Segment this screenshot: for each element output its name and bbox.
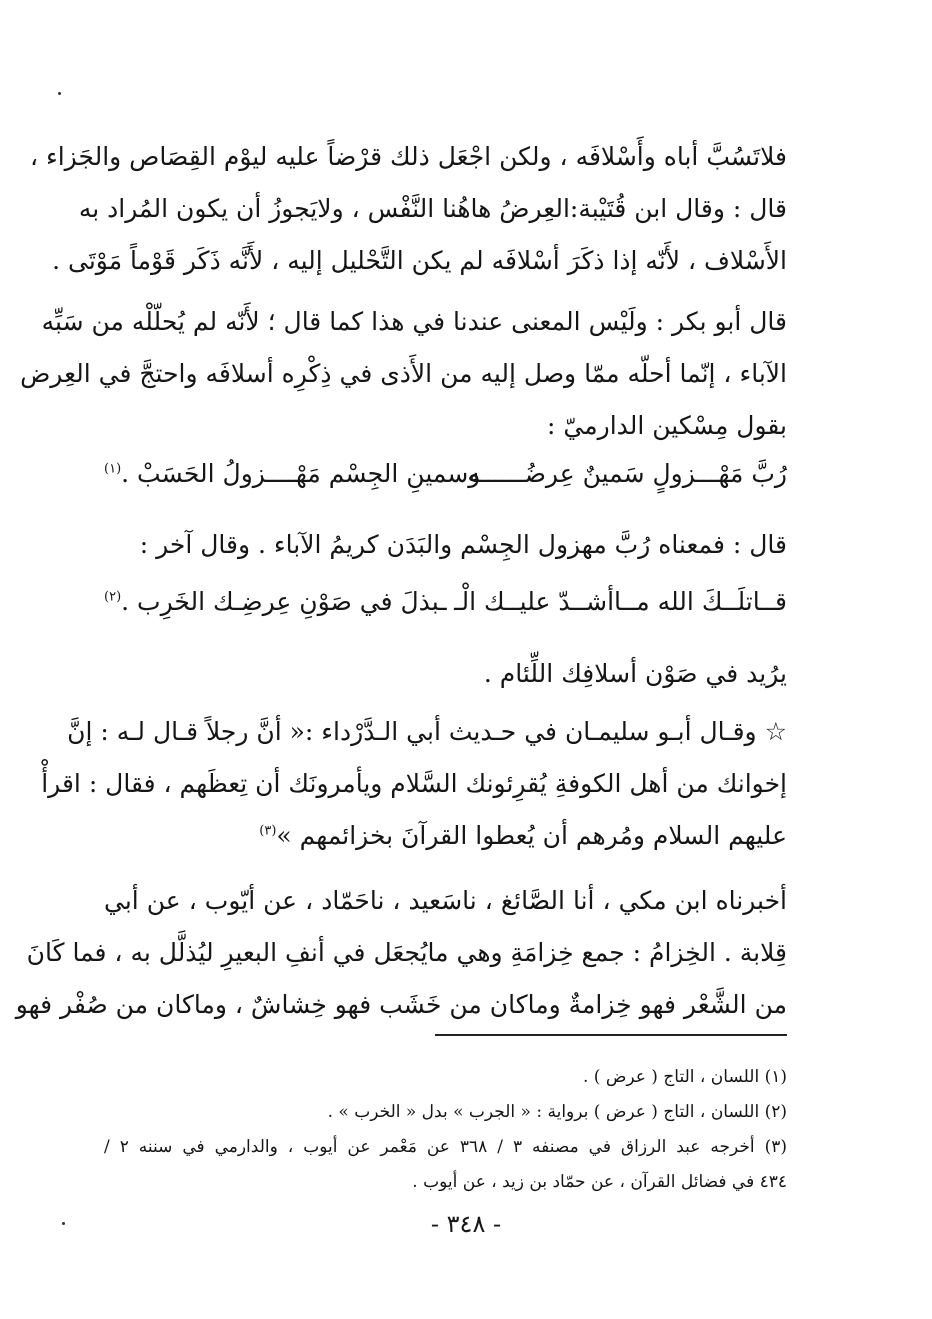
text-line: قال أبو بكر : ولَيْس المعنى عندنا في هذا كما قال ؛ لأَنّه لم يُحلّلْه من سَبِّه [41, 307, 787, 336]
text-line: فلاتَسُبَّ أباه وأَسْلافَه ، ولكن اجْعَل ذلك قرْضاً عليه ليوْم القِصَاص والجَزاء ، [29, 142, 787, 171]
footnote-ref: (١) [104, 461, 122, 477]
text-line: من الشَّعْر فهو خِزامةٌ وماكان من خَشَب فهو خِشاشٌ ، وماكان من صُفْر فهو [15, 990, 787, 1019]
footnote: (٣) أخرجه عبد الرزاق في مصنفه ٣ / ٣٦٨ عن مَعْمر عن أيوب ، والدارمي في سننه ٢ / [104, 1137, 787, 1157]
footnotes [104, 1060, 787, 1200]
verse-1 [104, 448, 787, 500]
text-line: ☆ وقـال أبـو سليمـان في حـديث أبي الـدَّرْداء :« أنَّ رجلاً قـال لـه : إنَّ [67, 717, 787, 746]
footnote: (١) اللسان ، التاج ( عرض ) . [582, 1067, 787, 1087]
verse-hemistich-first: رُبَّ مَهْـــزولٍ سَمينٌ عِرضُــــــه [467, 459, 787, 488]
paragraph-2 [20, 296, 787, 452]
paragraph-1 [29, 131, 787, 287]
paragraph-3 [104, 519, 787, 571]
scan-speck [62, 1222, 65, 1225]
footnote-divider [435, 1034, 787, 1036]
footnote-ref: (٢) [104, 589, 122, 605]
verse-hemistich-first: قــاتلَــكَ الله مــاأشــدّ عليــك الْـ [454, 587, 787, 616]
verse-hemistich-second: ـبذلَ في صَوْنِ عِرضِـك الخَرِب . [121, 587, 447, 616]
text-line: قال : وقال ابن قُتَيْبة:العِرضُ هاهُنا النَّفْس ، ولايَجوزُ أن يكون المُراد به [78, 194, 787, 223]
text-line: الأَسْلاف ، لأَنّه إذا ذكَرَ أسْلافَه لم يكن التَّحْليل إليه ، لأَنَّه ذَكَر قَوْماً مَوْتَى . [52, 246, 787, 275]
verse-hemistich-second: وسمينِ الجِسْم مَهْــــزولُ الحَسَبْ . [121, 459, 481, 488]
paragraph-6 [15, 875, 787, 1031]
scan-speck [58, 92, 61, 95]
footnote-ref: (٣) [259, 823, 277, 839]
paragraph-5 [41, 706, 787, 862]
text-line: قِلابة . الخِزامُ : جمع خِزامَةِ وهي مايُجعَل في أنفِ البعيرِ ليُذلَّل به ، فما كَانَ [26, 938, 787, 967]
text-line: قال : فمعناه رُبَّ مهزول الجِسْم والبَدَن كريمُ الآباء . وقال آخر : [139, 530, 787, 559]
text-line: إخوانك من أهل الكوفةِ يُقرِئونك السَّلام ويأمرونَك أن تِعظَهم ، فقال : اقرأْ [41, 769, 787, 798]
text-line: عليهم السلام ومُرهم أن يُعطوا القرآنَ بخزائمهم » [276, 821, 787, 850]
verse-hemistich-second-wrap [104, 576, 447, 628]
text-line: أخبرناه ابن مكي ، أنا الصَّائغ ، ناسَعيد ، ناحَمّاد ، عن أيّوب ، عن أبي [104, 886, 787, 915]
footnote: (٢) اللسان ، التاج ( عرض ) برواية : « الجرب » بدل « الخرب » . [327, 1102, 787, 1122]
footnote: ٤٣٤ في فضائل القرآن ، عن حمّاد بن زيد ، عن أيوب . [412, 1172, 787, 1192]
text-line: بقول مِسْكين الدارميّ : [547, 411, 787, 440]
verse-2 [104, 576, 787, 628]
paragraph-4 [104, 648, 787, 700]
text-line: يرُيد في صَوْن أسلافِك اللِّئام . [483, 659, 787, 688]
verse-hemistich-second-wrap [104, 448, 480, 500]
page-number: - ٣٤٨ - [430, 1210, 502, 1238]
text-line: الآباء ، إنّما أحلّه ممّا وصل إليه من الأَذى في ذِكْرِه أسلافَه واحتجَّ في العِرض [20, 359, 787, 388]
text-line-with-note [104, 810, 787, 862]
